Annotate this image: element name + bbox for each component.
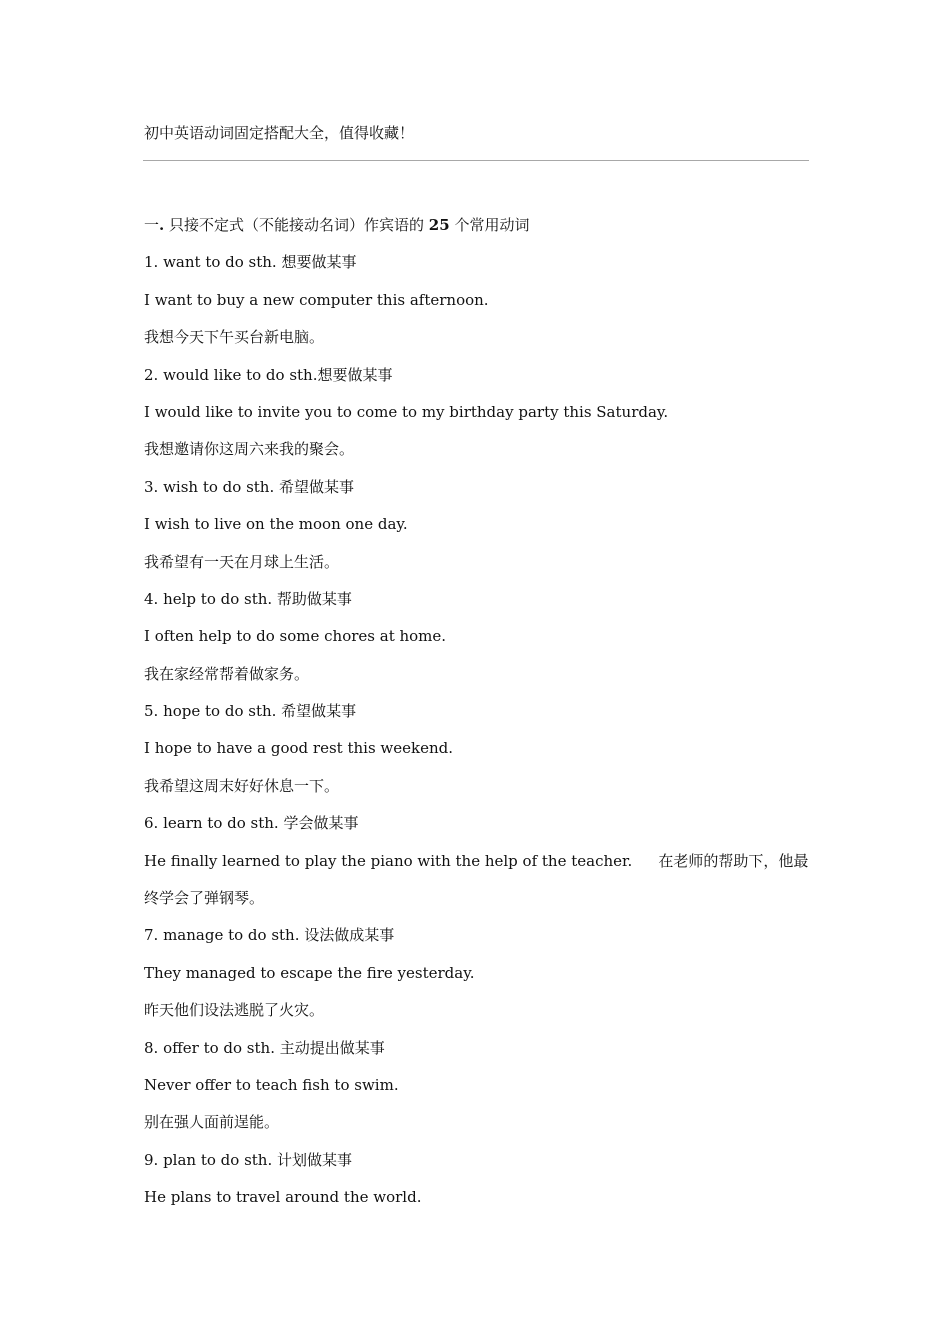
example-english: They managed to escape the fire yesterday. [144,963,475,982]
example-english: I would like to invite you to come to my birthday party this Saturday. [144,402,669,421]
verb-phrase: 9. plan to do sth. 计划做某事 [144,1150,353,1169]
section-heading [144,207,810,244]
title-divider [143,160,809,161]
example-english: I want to buy a new computer this afternoon. [144,290,489,309]
verb-phrase: 4. help to do sth. 帮助做某事 [144,589,352,608]
example-english: I often help to do some chores at home. [144,627,447,646]
example-chinese: 我希望这周末好好休息一下。 [144,776,340,795]
verb-phrase: 6. learn to do sth. 学会做某事 [144,814,359,833]
section-heading-text: 只接不定式（不能接动名词）作宾语的 [164,216,429,234]
example-chinese: 我在家经常帮着做家务。 [144,664,310,683]
verb-phrase: 7. manage to do sth. 设法做成某事 [144,926,395,945]
example-english: I hope to have a good rest this weekend. [144,739,454,758]
example-chinese: 在老师的帮助下，他最终学会了弹钢琴。 [144,851,809,908]
example-english: He plans to travel around the world. [144,1188,422,1207]
example-chinese: 我想今天下午买台新电脑。 [144,328,325,347]
example-chinese: 昨天他们设法逃脱了火灾。 [144,1001,325,1020]
verb-phrase: 3. wish to do sth. 希望做某事 [144,477,354,496]
section-heading-dot: . [159,216,165,234]
example-english: I wish to live on the moon one day. [144,515,408,534]
verb-phrase: 2. would like to do sth.想要做某事 [144,365,393,384]
document-body [144,207,810,1217]
example-chinese: 我希望有一天在月球上生活。 [144,552,340,571]
verb-phrase: 8. offer to do sth. 主动提出做某事 [144,1038,385,1057]
example-chinese: 别在强人面前逞能。 [144,1113,280,1132]
verb-phrase: 5. hope to do sth. 希望做某事 [144,702,357,721]
example-chinese: 我想邀请你这周六来我的聚会。 [144,440,355,459]
example-english: Never offer to teach fish to swim. [144,1076,399,1095]
document-title: 初中英语动词固定搭配大全，值得收藏！ [144,124,415,142]
section-heading-prefix: 一 [144,216,160,234]
section-heading-number: 25 [428,216,450,234]
example-paragraph [144,843,810,918]
example-english: He finally learned to play the piano with the help of the teacher. [144,851,633,870]
verb-phrase: 1. want to do sth. 想要做某事 [144,253,357,272]
section-heading-suffix: 个常用动词 [449,216,530,234]
